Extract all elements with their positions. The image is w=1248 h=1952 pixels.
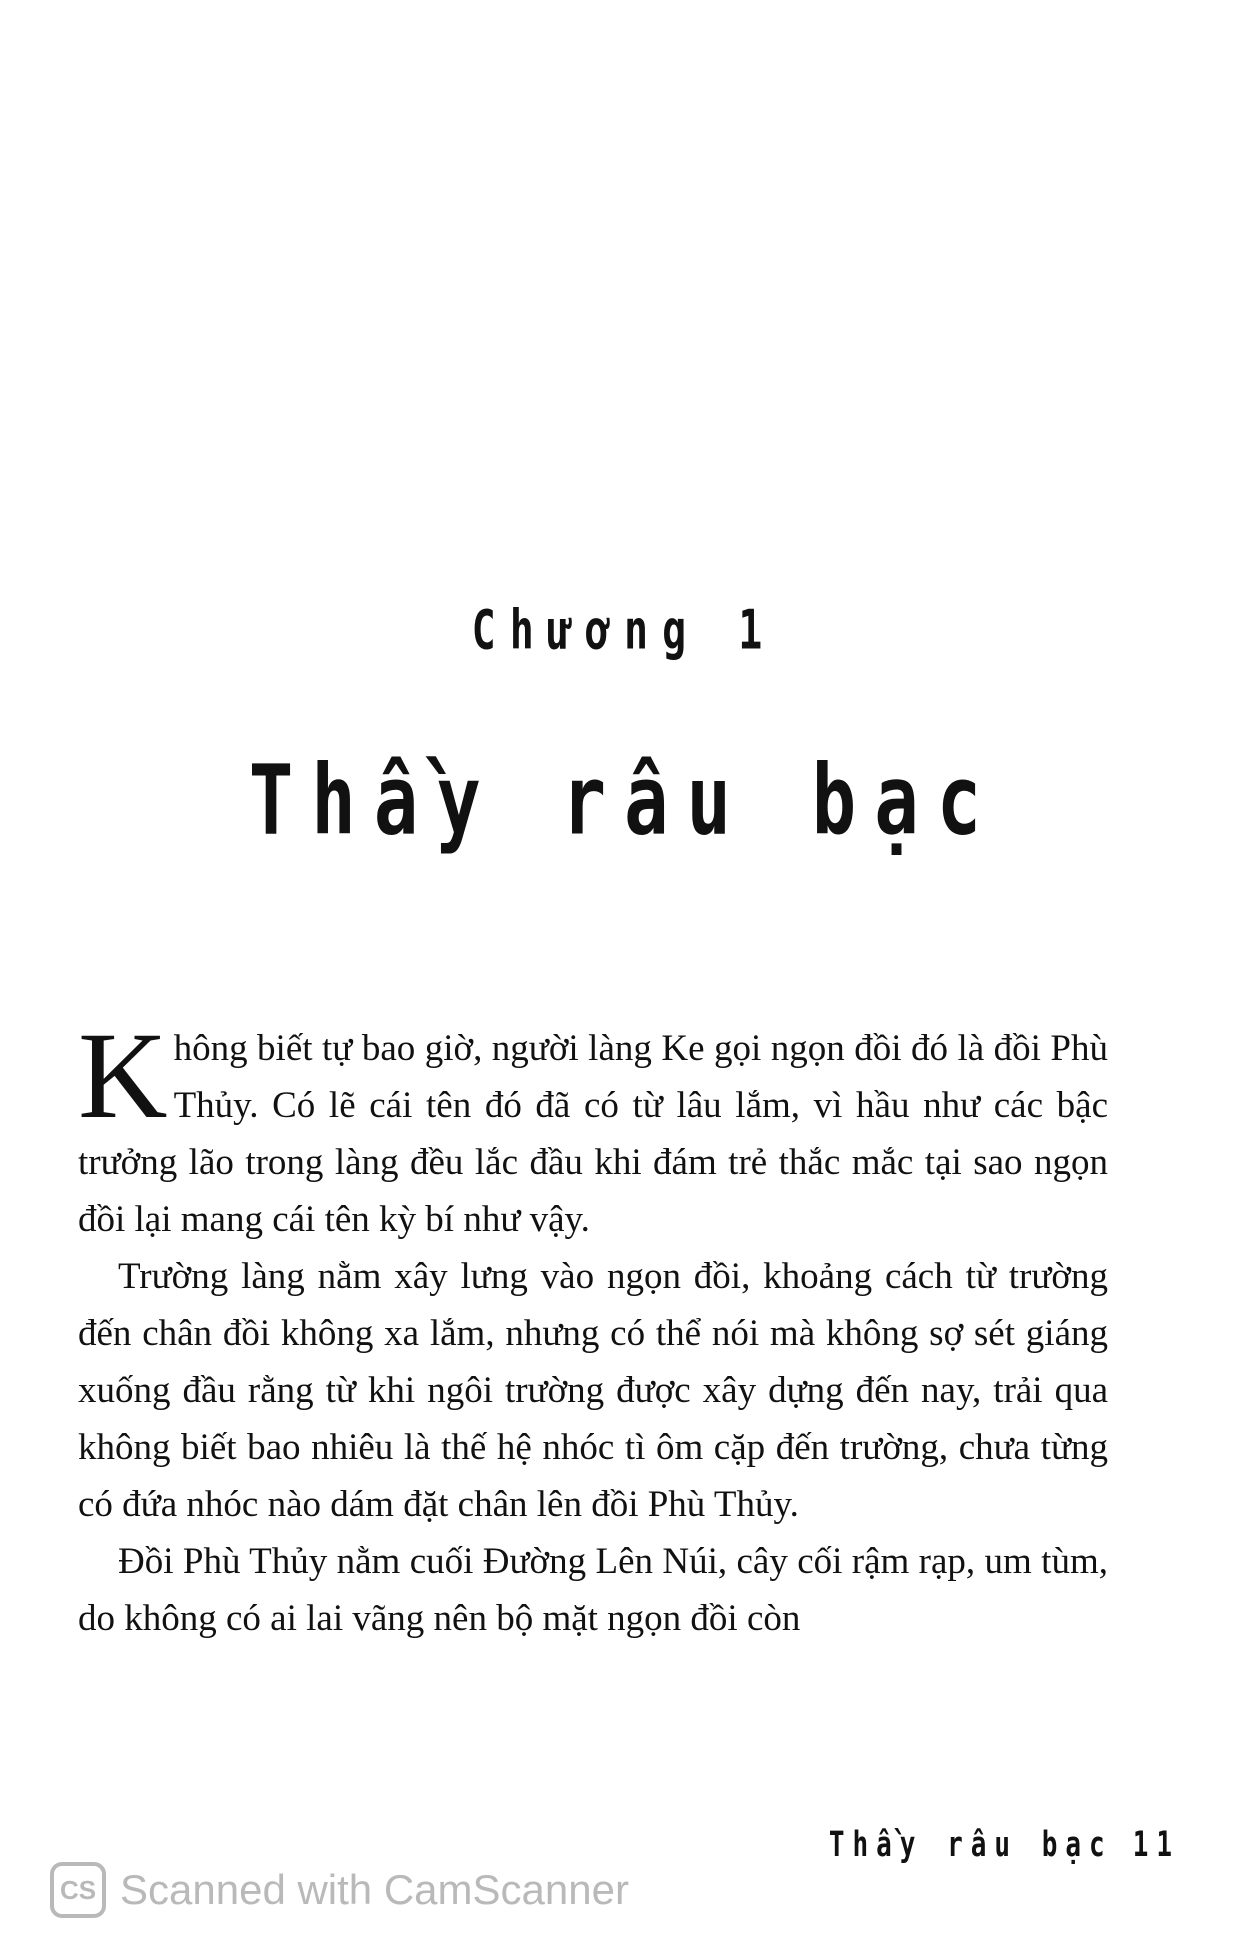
watermark-text: Scanned with CamScanner bbox=[120, 1866, 629, 1913]
chapter-title: Thầy râu bạc bbox=[248, 745, 1000, 857]
drop-cap: K bbox=[78, 1007, 168, 1144]
camscanner-watermark bbox=[50, 1862, 629, 1918]
paragraph-1-text: hông biết tự bao giờ, người làng Ke gọi ngọn đồi đó là đồi Phù Thủy. Có lẽ cái tên đó đã có từ lâu lắm, vì hầu như các bậc trưởng lão trong làng đều lắc đầu khi đám trẻ thắc mắc tại sao ngọn đồi lại mang cái tên kỳ bí như vậy. bbox=[78, 1028, 1108, 1240]
running-footer bbox=[829, 1825, 1180, 1866]
paragraph-2: Trường làng nằm xây lưng vào ngọn đồi, khoảng cách từ trường đến chân đồi không xa lắm, nhưng có thể nói mà không sợ sét giáng xuống đầu rằng từ khi ngôi trường được xây dựng đến nay, trải qua không biết bao nhiêu là thế hệ nhóc tì ôm cặp đến trường, chưa từng có đứa nhóc nào dám đặt chân lên đồi Phù Thủy. bbox=[78, 1256, 1108, 1525]
page-number: 11 bbox=[1132, 1825, 1180, 1866]
camscanner-logo-icon: CS bbox=[50, 1862, 106, 1918]
chapter-label: Chương 1 bbox=[471, 600, 777, 663]
paragraph-1 bbox=[78, 1007, 1108, 1248]
paragraph-3: Đồi Phù Thủy nằm cuối Đường Lên Núi, cây cối rậm rạp, um tùm, do không có ai lai vãng nên bộ mặt ngọn đồi còn bbox=[78, 1541, 1108, 1639]
running-title: Thầy râu bạc bbox=[828, 1825, 1113, 1866]
chapter-body bbox=[78, 1007, 1108, 1647]
